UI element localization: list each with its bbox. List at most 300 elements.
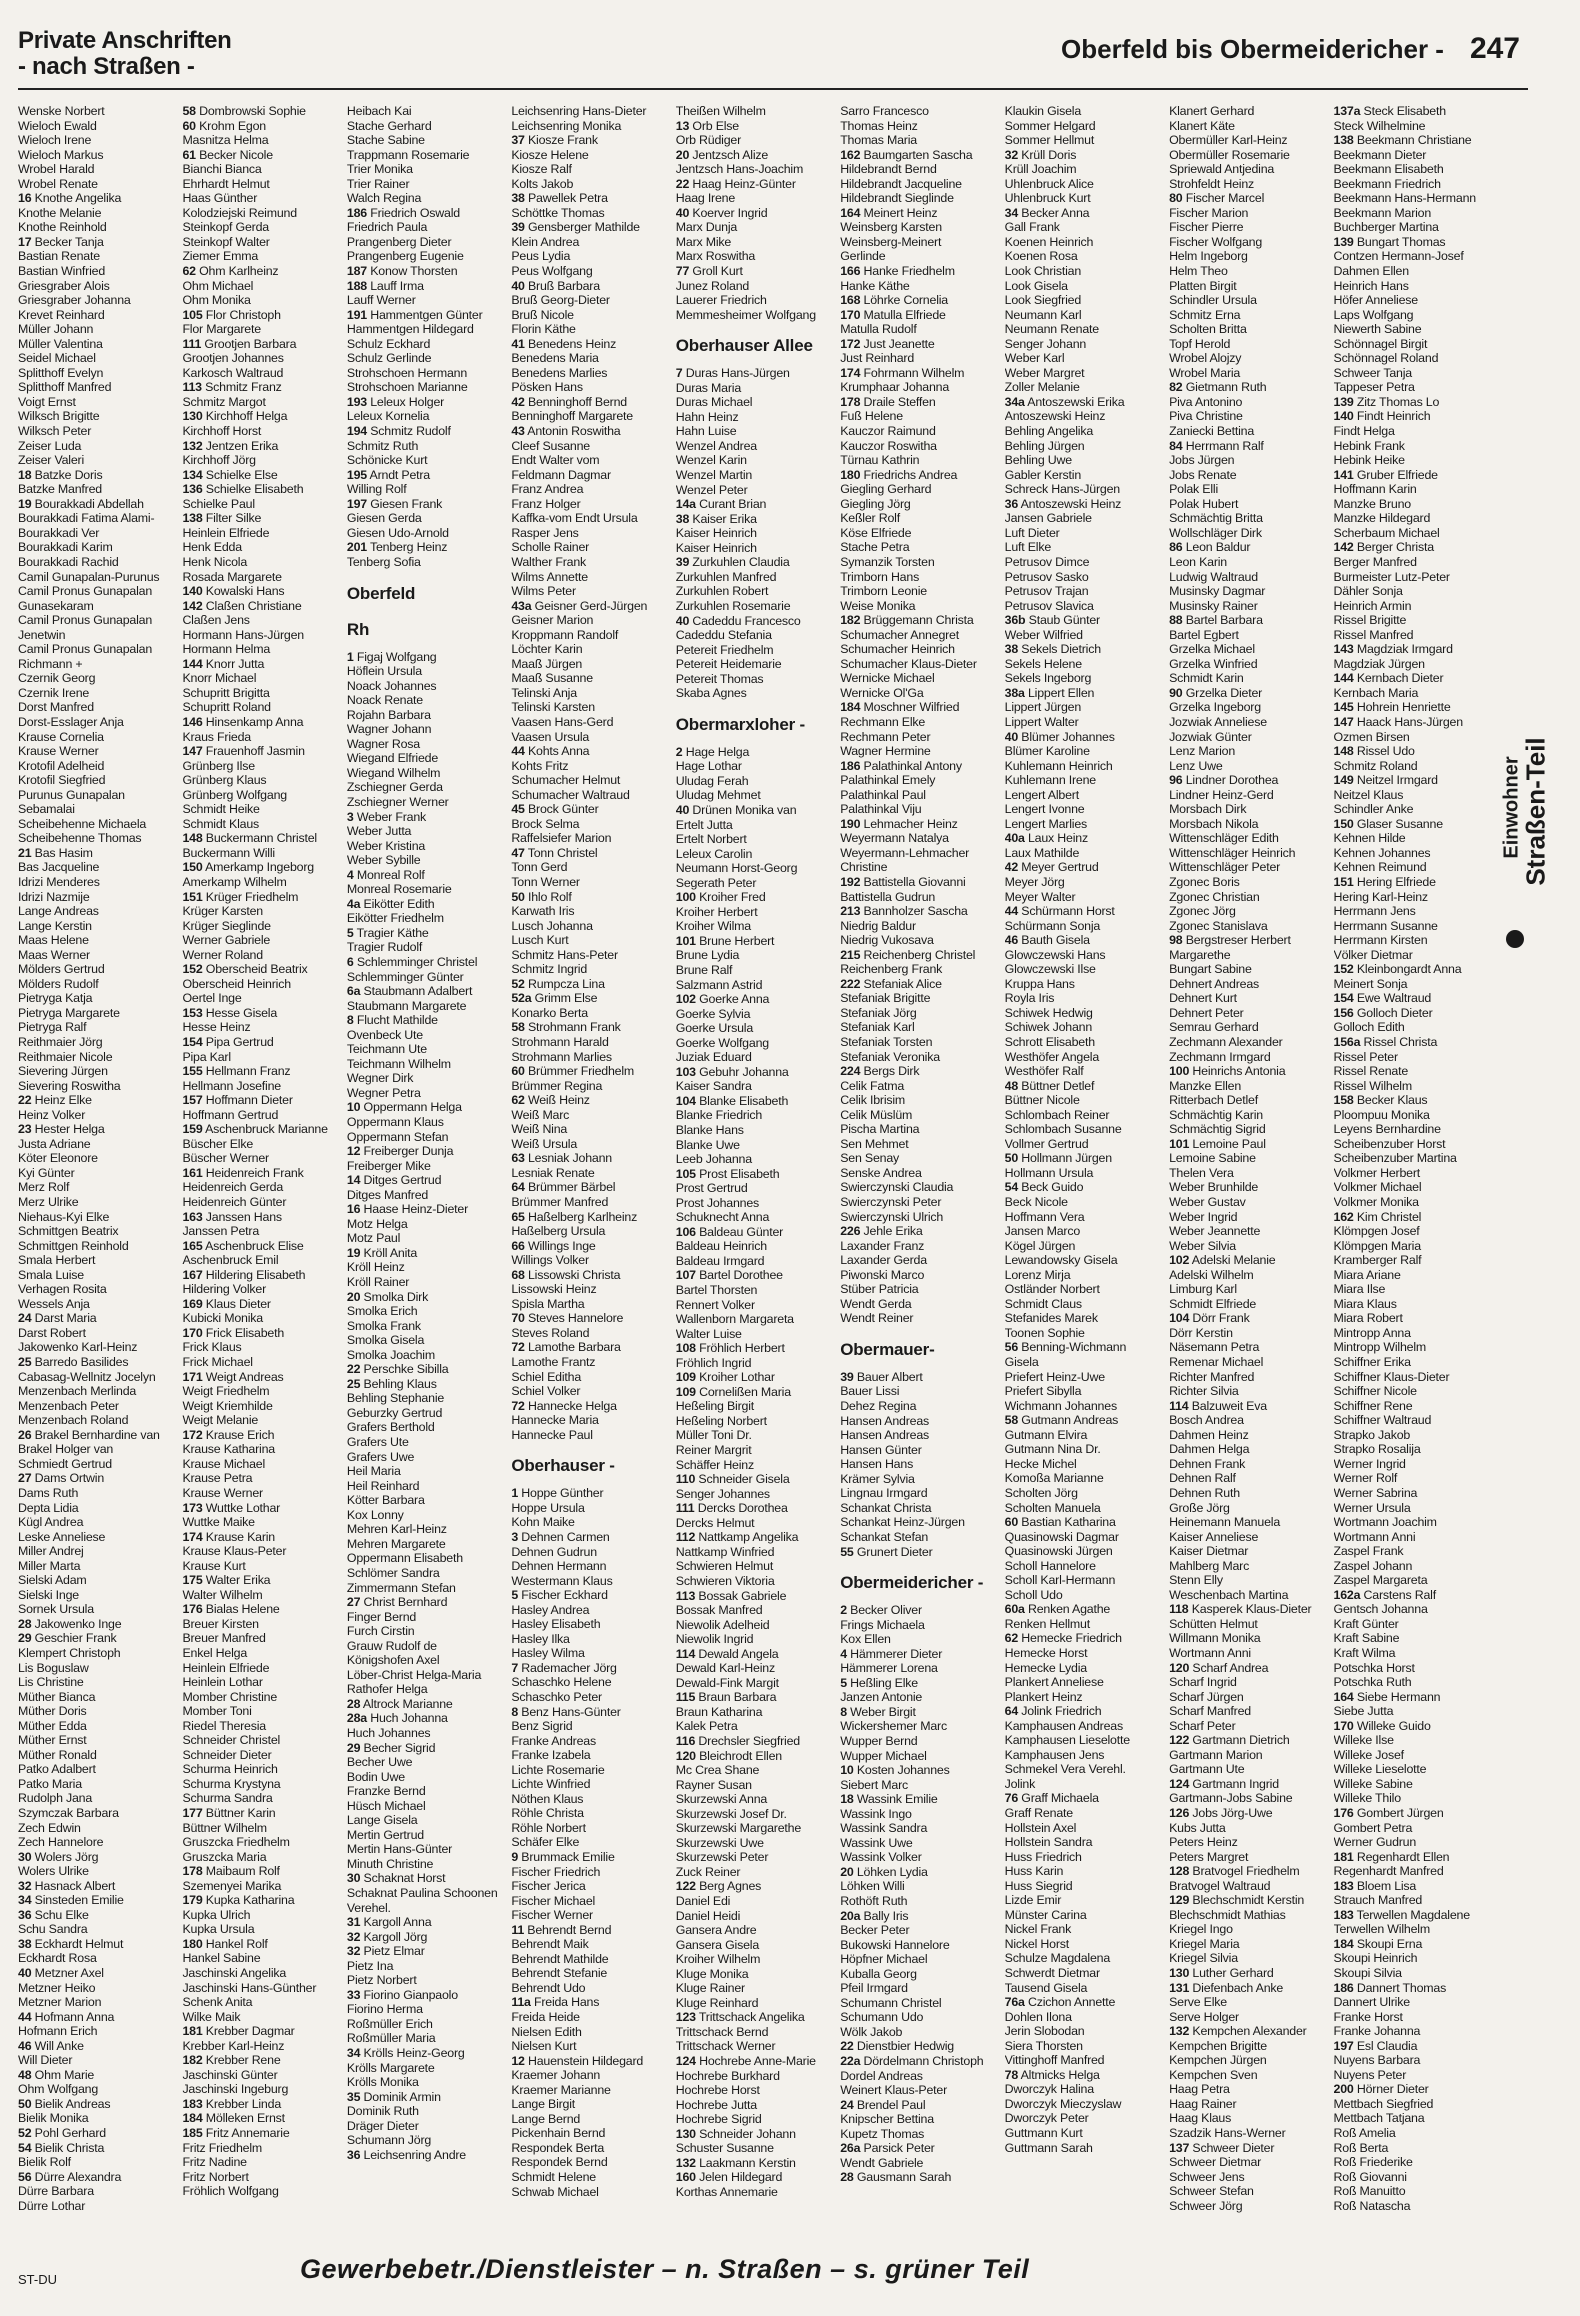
resident-name: Blechschmidt Mathias bbox=[1169, 1907, 1286, 1922]
resident-entry bbox=[840, 1195, 996, 1210]
resident-entry bbox=[676, 2112, 832, 2127]
resident-name: Hollmann Jürgen bbox=[1021, 1151, 1112, 1166]
resident-entry bbox=[1334, 2097, 1490, 2112]
resident-entry bbox=[182, 1442, 338, 1457]
resident-name: Czernik Irene bbox=[18, 685, 90, 700]
resident-entry bbox=[676, 1923, 832, 1938]
resident-name: Goerke Sylvia bbox=[675, 1006, 751, 1021]
resident-entry bbox=[1005, 2068, 1161, 2083]
resident-entry bbox=[1334, 1544, 1490, 1559]
house-number: 194 bbox=[346, 424, 367, 439]
resident-name: Bartel Thorsten bbox=[675, 1283, 758, 1298]
resident-name: Will Anke bbox=[34, 2038, 84, 2053]
resident-entry bbox=[1334, 1821, 1490, 1836]
resident-name: Münster Carina bbox=[1004, 1907, 1087, 1922]
resident-entry bbox=[182, 977, 338, 992]
resident-name: Dworczyk Peter bbox=[1004, 2111, 1089, 2126]
house-number: 34 bbox=[346, 2046, 361, 2060]
resident-entry bbox=[1334, 584, 1490, 599]
resident-name: Patko Maria bbox=[18, 1776, 82, 1791]
resident-entry bbox=[511, 2185, 667, 2200]
resident-name: Willeke Thilo bbox=[1333, 1791, 1401, 1806]
resident-entry bbox=[1334, 497, 1490, 512]
resident-name: Merz Rolf bbox=[18, 1180, 70, 1195]
resident-entry bbox=[1169, 1195, 1325, 1210]
house-number: 156a bbox=[1333, 1035, 1361, 1049]
resident-name: Trappmann Rosemarie bbox=[346, 147, 470, 162]
resident-entry bbox=[1005, 831, 1161, 846]
resident-entry bbox=[676, 1516, 832, 1531]
resident-name: Pohl Gerhard bbox=[34, 2126, 106, 2141]
resident-entry bbox=[18, 1762, 174, 1777]
resident-name: Giegling Gerhard bbox=[840, 482, 932, 497]
house-number: 176 bbox=[1333, 1805, 1354, 1820]
resident-entry bbox=[182, 380, 338, 395]
resident-entry bbox=[182, 2141, 338, 2156]
resident-name: Schurma Krystyna bbox=[182, 1776, 281, 1791]
house-number: 62 bbox=[182, 264, 196, 279]
resident-entry bbox=[840, 1035, 996, 1050]
resident-entry bbox=[511, 1966, 667, 1981]
resident-entry bbox=[18, 293, 174, 308]
house-number: 222 bbox=[840, 976, 861, 991]
resident-entry bbox=[347, 868, 503, 883]
resident-name: Richter Silvia bbox=[1169, 1384, 1239, 1399]
resident-entry bbox=[511, 2083, 667, 2098]
resident-entry bbox=[840, 1501, 996, 1516]
resident-name: Schupritt Roland bbox=[182, 700, 271, 715]
resident-name: Smolka Frank bbox=[346, 1318, 421, 1333]
resident-name: Hemecke Lydia bbox=[1004, 1660, 1087, 1675]
resident-entry bbox=[1005, 686, 1161, 701]
resident-entry bbox=[1169, 1559, 1325, 1574]
resident-name: Morsbach Nikola bbox=[1169, 816, 1259, 831]
resident-name: Knipscher Bettina bbox=[840, 2112, 934, 2127]
resident-entry bbox=[347, 2061, 503, 2076]
resident-name: Gutmann Elvira bbox=[1004, 1427, 1088, 1442]
resident-entry bbox=[1005, 875, 1161, 890]
resident-name: Schmittgen Beatrix bbox=[18, 1224, 119, 1239]
resident-entry bbox=[676, 1894, 832, 1909]
resident-name: Nuyens Peter bbox=[1333, 2067, 1407, 2082]
resident-entry bbox=[840, 1122, 996, 1137]
resident-entry bbox=[511, 279, 667, 294]
resident-name: Sarro Francesco bbox=[840, 104, 929, 118]
resident-entry bbox=[18, 2170, 174, 2185]
resident-name: Willeke Josef bbox=[1333, 1747, 1404, 1762]
resident-entry bbox=[347, 1741, 503, 1756]
resident-entry bbox=[676, 832, 832, 847]
resident-entry bbox=[1169, 686, 1325, 701]
resident-entry bbox=[511, 162, 667, 177]
resident-entry bbox=[182, 1661, 338, 1676]
resident-name: Höpfner Michael bbox=[840, 1952, 928, 1967]
resident-name: Lis Christine bbox=[18, 1675, 84, 1690]
resident-entry bbox=[182, 1311, 338, 1326]
resident-entry bbox=[18, 977, 174, 992]
resident-name: Dörr Kerstin bbox=[1169, 1325, 1233, 1340]
resident-name: Röhle Christa bbox=[511, 1806, 584, 1821]
resident-name: Kirchhoff Jörg bbox=[182, 453, 256, 468]
resident-entry bbox=[1169, 162, 1325, 177]
resident-name: Freida Hans bbox=[533, 1995, 600, 2010]
resident-entry bbox=[1005, 1850, 1161, 1865]
resident-entry bbox=[1005, 424, 1161, 439]
house-number: 50 bbox=[1004, 1151, 1019, 1166]
resident-entry bbox=[1334, 1195, 1490, 1210]
resident-entry bbox=[347, 2090, 503, 2105]
resident-entry bbox=[18, 1224, 174, 1239]
resident-name: Guttmann Sarah bbox=[1004, 2140, 1093, 2155]
resident-entry bbox=[1005, 409, 1161, 424]
resident-name: Uludag Ferah bbox=[675, 773, 749, 788]
resident-entry bbox=[347, 737, 503, 752]
resident-entry bbox=[1334, 104, 1490, 119]
resident-name: Ritterbach Detlef bbox=[1169, 1093, 1258, 1108]
resident-entry bbox=[182, 177, 338, 192]
resident-name: Kiosze Frank bbox=[527, 133, 598, 148]
resident-name: Jolink Friedrich bbox=[1021, 1704, 1102, 1719]
house-number: 33 bbox=[346, 1987, 361, 2002]
resident-name: Knorr Jutta bbox=[205, 656, 265, 671]
resident-name: Lehmacher Heinz bbox=[863, 816, 958, 831]
resident-name: Mettbach Siegfried bbox=[1333, 2096, 1434, 2111]
resident-entry bbox=[511, 2054, 667, 2069]
resident-entry bbox=[511, 1995, 667, 2010]
resident-name: Krause Werner bbox=[182, 1485, 263, 1500]
resident-name: Behling Uwe bbox=[1004, 453, 1072, 468]
resident-entry bbox=[1334, 817, 1490, 832]
house-number: 39 bbox=[511, 220, 525, 235]
house-number: 39 bbox=[840, 1369, 854, 1384]
resident-name: Florin Käthe bbox=[511, 322, 576, 337]
resident-entry bbox=[182, 1617, 338, 1632]
resident-name: Weber Ingrid bbox=[1169, 1209, 1238, 1224]
house-number: 40 bbox=[1004, 729, 1019, 744]
resident-entry bbox=[182, 1093, 338, 1108]
resident-name: Platten Birgit bbox=[1169, 278, 1237, 293]
house-number: 4 bbox=[346, 867, 354, 882]
house-number: 36 bbox=[1004, 496, 1019, 511]
resident-name: Furch Cirstin bbox=[346, 1624, 415, 1639]
resident-name: Wassink Ingo bbox=[840, 1806, 912, 1821]
house-number: 29 bbox=[18, 1631, 32, 1646]
resident-name: Schaschko Helene bbox=[511, 1675, 612, 1690]
resident-entry bbox=[840, 1414, 996, 1429]
resident-name: Jehle Erika bbox=[863, 1224, 923, 1239]
resident-name: Antoszewski Heinz bbox=[1020, 496, 1122, 511]
resident-name: Morsbach Dirk bbox=[1169, 802, 1247, 817]
house-number: 37 bbox=[511, 133, 525, 148]
resident-entry bbox=[1169, 1340, 1325, 1355]
house-number: 80 bbox=[1169, 191, 1183, 206]
resident-name: Rennert Volker bbox=[675, 1297, 755, 1312]
resident-name: Nickel Horst bbox=[1004, 1936, 1070, 1951]
resident-name: Schiffner Klaus-Dieter bbox=[1333, 1369, 1450, 1384]
resident-name: Heinlein Elfriede bbox=[182, 525, 270, 540]
resident-name: Findt Heinrich bbox=[1356, 409, 1431, 424]
resident-name: Dercks Helmut bbox=[675, 1515, 755, 1530]
resident-entry bbox=[1169, 1268, 1325, 1283]
house-number: 36 bbox=[18, 1907, 32, 1922]
resident-name: Kirchhoff Horst bbox=[182, 424, 262, 439]
house-number: 44 bbox=[18, 2009, 32, 2024]
resident-name: Strapko Jakob bbox=[1333, 1427, 1411, 1442]
resident-name: Beekmann Christiane bbox=[1356, 133, 1472, 148]
house-number: 16 bbox=[346, 1202, 361, 1217]
header-rule bbox=[18, 88, 1528, 90]
resident-name: Tausend Gisela bbox=[1004, 1980, 1088, 1995]
resident-name: Benedens Heinz bbox=[527, 336, 617, 351]
house-number: 30 bbox=[18, 1849, 32, 1864]
resident-entry bbox=[182, 1210, 338, 1225]
resident-entry bbox=[1169, 831, 1325, 846]
resident-entry bbox=[1169, 802, 1325, 817]
resident-name: Kraft Wilma bbox=[1333, 1645, 1396, 1660]
resident-entry bbox=[1005, 191, 1161, 206]
resident-name: Bungart Sabine bbox=[1169, 962, 1252, 977]
resident-entry bbox=[182, 1268, 338, 1283]
resident-name: Lingnau Irmgard bbox=[840, 1486, 928, 1501]
resident-entry bbox=[1334, 1442, 1490, 1457]
resident-entry bbox=[676, 963, 832, 978]
house-number: 52 bbox=[511, 976, 525, 991]
house-number: 151 bbox=[182, 889, 203, 904]
resident-entry bbox=[840, 1778, 996, 1793]
resident-entry bbox=[840, 817, 996, 832]
resident-name: Bruß Barbara bbox=[527, 278, 600, 293]
resident-entry bbox=[18, 453, 174, 468]
resident-name: Strohschoen Hermann bbox=[346, 365, 468, 380]
resident-entry bbox=[676, 803, 832, 818]
resident-entry bbox=[1334, 1370, 1490, 1385]
resident-entry bbox=[511, 1326, 667, 1341]
resident-name: Manzke Bruno bbox=[1333, 496, 1411, 511]
resident-entry bbox=[347, 1202, 503, 1217]
house-number: 171 bbox=[182, 1369, 203, 1384]
resident-entry bbox=[347, 1304, 503, 1319]
resident-name: Pösken Hans bbox=[511, 380, 583, 395]
resident-name: Szymczak Barbara bbox=[18, 1805, 119, 1820]
resident-entry bbox=[511, 1690, 667, 1705]
resident-entry bbox=[1169, 730, 1325, 745]
resident-name: Giesen Udo-Arnold bbox=[346, 525, 449, 540]
resident-name: Siera Thorsten bbox=[1004, 2038, 1083, 2053]
resident-entry bbox=[840, 264, 996, 279]
resident-name: Lippert Jürgen bbox=[1004, 700, 1082, 715]
resident-entry bbox=[18, 1850, 174, 1865]
resident-entry bbox=[347, 650, 503, 665]
resident-entry bbox=[182, 599, 338, 614]
resident-name: Knorr Michael bbox=[182, 671, 257, 686]
house-number: 28a bbox=[346, 1711, 367, 1726]
resident-name: Teichmann Wilhelm bbox=[346, 1056, 451, 1071]
resident-name: Jansen Gabriele bbox=[1004, 511, 1092, 526]
resident-entry bbox=[1169, 2170, 1325, 2185]
house-number: 4a bbox=[346, 896, 361, 911]
resident-name: Benninghoff Bernd bbox=[527, 394, 627, 409]
resident-entry bbox=[182, 366, 338, 381]
house-number: 40 bbox=[511, 278, 525, 293]
resident-entry bbox=[1334, 1297, 1490, 1312]
house-number: 62 bbox=[1004, 1631, 1019, 1646]
resident-entry bbox=[18, 1748, 174, 1763]
resident-name: Staub Günter bbox=[1028, 613, 1100, 628]
resident-entry bbox=[840, 2010, 996, 2025]
resident-name: Hasley Wilma bbox=[511, 1646, 585, 1661]
resident-entry bbox=[511, 1268, 667, 1283]
resident-name: Sommer Hellmut bbox=[1004, 133, 1095, 148]
resident-entry bbox=[347, 439, 503, 454]
resident-entry bbox=[511, 1239, 667, 1254]
resident-entry bbox=[676, 1821, 832, 1836]
resident-entry bbox=[511, 1865, 667, 1880]
house-number: 3 bbox=[346, 809, 354, 824]
resident-entry bbox=[840, 1006, 996, 1021]
resident-entry bbox=[18, 1268, 174, 1283]
resident-name: Krause Michael bbox=[182, 1456, 266, 1471]
resident-entry bbox=[676, 1385, 832, 1400]
resident-name: Heinlein Lothar bbox=[182, 1675, 263, 1690]
resident-entry bbox=[182, 1384, 338, 1399]
resident-entry bbox=[1005, 2010, 1161, 2025]
house-number: 30 bbox=[346, 1871, 361, 1886]
resident-entry bbox=[347, 279, 503, 294]
resident-name: Kox Lonny bbox=[346, 1507, 404, 1522]
resident-name: Jozwiak Anneliese bbox=[1169, 714, 1267, 729]
resident-name: Leichsenring Hans-Dieter bbox=[511, 104, 647, 118]
resident-name: Rayner Susan bbox=[675, 1777, 752, 1792]
resident-entry bbox=[347, 1959, 503, 1974]
resident-name: Schlemminger Günter bbox=[346, 969, 464, 984]
house-number: 162 bbox=[840, 147, 861, 162]
resident-entry bbox=[18, 1370, 174, 1385]
resident-entry bbox=[347, 133, 503, 148]
resident-entry bbox=[18, 526, 174, 541]
resident-entry bbox=[18, 1631, 174, 1646]
resident-name: Piwonski Marco bbox=[840, 1267, 925, 1282]
resident-name: Skaba Agnes bbox=[675, 686, 747, 701]
resident-entry bbox=[1334, 1340, 1490, 1355]
resident-entry bbox=[182, 2097, 338, 2112]
resident-name: Zeiser Luda bbox=[18, 438, 82, 453]
resident-name: Magdziak Jürgen bbox=[1333, 656, 1425, 671]
resident-entry bbox=[18, 962, 174, 977]
resident-name: Grauw Rudolf de bbox=[346, 1638, 437, 1653]
resident-entry bbox=[1334, 715, 1490, 730]
resident-name: Bialas Helene bbox=[205, 1602, 280, 1617]
resident-entry bbox=[676, 2054, 832, 2069]
resident-name: Heinz Elke bbox=[34, 1093, 92, 1108]
resident-entry bbox=[511, 570, 667, 585]
resident-entry bbox=[347, 810, 503, 825]
resident-name: Fischer Marion bbox=[1169, 205, 1249, 220]
house-number: 55 bbox=[840, 1544, 854, 1559]
resident-entry bbox=[1169, 1166, 1325, 1181]
resident-name: Lange Andreas bbox=[18, 904, 99, 919]
resident-name: Weinsberg Karsten bbox=[840, 220, 942, 235]
resident-name: Dehnen Ralf bbox=[1169, 1471, 1236, 1486]
resident-entry bbox=[1005, 1879, 1161, 1894]
resident-name: Zechmann Irmgard bbox=[1169, 1049, 1271, 1064]
resident-entry bbox=[1005, 308, 1161, 323]
resident-entry bbox=[182, 2053, 338, 2068]
resident-name: Oberscheid Heinrich bbox=[182, 976, 291, 991]
resident-entry bbox=[1334, 1006, 1490, 1021]
resident-name: Ozmen Birsen bbox=[1333, 729, 1410, 744]
resident-entry bbox=[182, 1370, 338, 1385]
resident-name: Darst Maria bbox=[34, 1311, 97, 1326]
resident-name: Schmächtig Britta bbox=[1169, 511, 1263, 526]
resident-name: Smolka Joachim bbox=[346, 1347, 435, 1362]
resident-name: Obermüller Karl-Heinz bbox=[1169, 133, 1288, 148]
resident-name: Heßeling Norbert bbox=[675, 1413, 767, 1428]
resident-name: Bartel Dorothee bbox=[699, 1268, 783, 1283]
resident-entry bbox=[1005, 1762, 1161, 1777]
resident-entry bbox=[1005, 1733, 1161, 1748]
resident-name: Schäfer Elke bbox=[511, 1835, 580, 1850]
resident-entry bbox=[840, 308, 996, 323]
resident-entry bbox=[182, 1893, 338, 1908]
resident-entry bbox=[511, 991, 667, 1006]
house-number: 84 bbox=[1169, 438, 1183, 453]
house-number: 163 bbox=[182, 1209, 203, 1224]
resident-name: Kehnen Johannes bbox=[1333, 845, 1431, 860]
resident-name: Weber Brunhilde bbox=[1169, 1180, 1259, 1195]
resident-name: Wiegand Wilhelm bbox=[346, 765, 441, 780]
resident-name: Westhöfer Ralf bbox=[1004, 1064, 1084, 1079]
resident-name: Werner Gabriele bbox=[182, 933, 271, 948]
resident-name: Heinz Volker bbox=[18, 1107, 86, 1122]
resident-name: Karwath Iris bbox=[511, 904, 575, 919]
resident-name: Lemoine Sabine bbox=[1169, 1151, 1256, 1166]
resident-entry bbox=[182, 1646, 338, 1661]
resident-name: Altrock Marianne bbox=[362, 1696, 453, 1711]
resident-entry bbox=[1169, 206, 1325, 221]
resident-entry bbox=[676, 978, 832, 993]
resident-name: Grzelka Ingeborg bbox=[1169, 700, 1261, 715]
resident-name: Wilksch Brigitte bbox=[18, 409, 100, 424]
resident-name: Weber Margret bbox=[1004, 365, 1085, 380]
resident-entry bbox=[840, 540, 996, 555]
resident-entry bbox=[676, 1021, 832, 1036]
resident-entry bbox=[676, 366, 832, 381]
resident-name: Scheibehenne Michaela bbox=[18, 816, 147, 831]
resident-name: Dorst-Esslager Anja bbox=[18, 714, 124, 729]
resident-entry bbox=[1334, 700, 1490, 715]
resident-name: Lindner Heinz-Gerd bbox=[1169, 787, 1274, 802]
resident-name: Sebamalai bbox=[18, 802, 75, 817]
resident-entry bbox=[347, 1551, 503, 1566]
resident-entry bbox=[347, 1973, 503, 1988]
resident-name: Trittschack Angelika bbox=[698, 2010, 805, 2025]
house-number: 153 bbox=[182, 1005, 203, 1020]
resident-name: Diefenbach Anke bbox=[1192, 1980, 1284, 1995]
resident-name: Schlemminger Christel bbox=[356, 954, 478, 969]
resident-entry bbox=[18, 1821, 174, 1836]
resident-entry bbox=[840, 1428, 996, 1443]
resident-entry bbox=[182, 133, 338, 148]
house-number: 128 bbox=[1169, 1864, 1190, 1879]
resident-name: Mölders Rudolf bbox=[18, 976, 99, 991]
resident-entry bbox=[347, 679, 503, 694]
resident-name: Weiß Marc bbox=[511, 1107, 570, 1122]
resident-name: Freiberger Mike bbox=[346, 1158, 431, 1173]
house-number: 183 bbox=[182, 2096, 203, 2111]
resident-name: Jozwiak Günter bbox=[1169, 729, 1252, 744]
resident-name: Löchter Karin bbox=[511, 642, 583, 657]
resident-name: Renken Agathe bbox=[1027, 1602, 1111, 1617]
